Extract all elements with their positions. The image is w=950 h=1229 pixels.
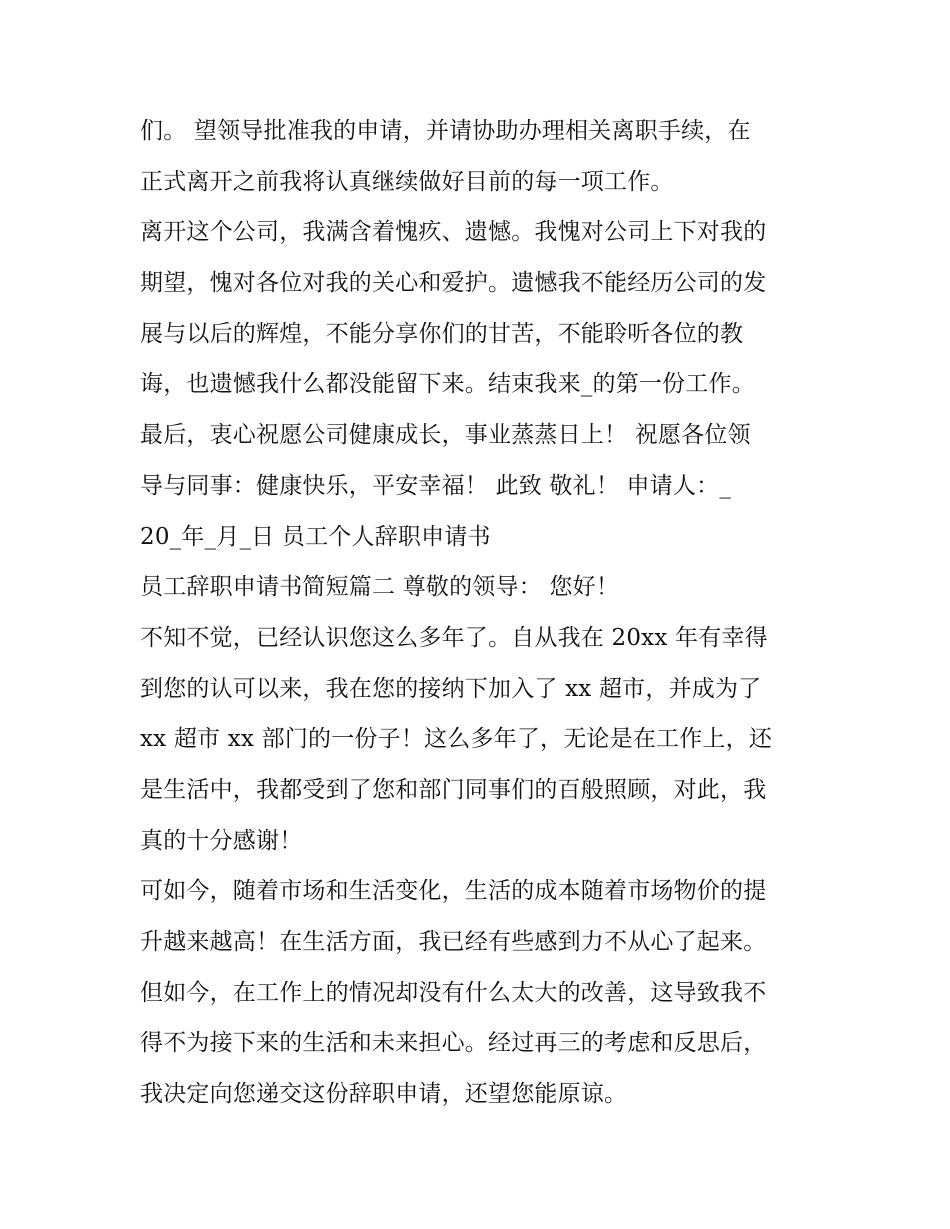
text-line: 得不为接下来的生活和未来担心。经过再三的考虑和反思后，: [140, 1030, 767, 1057]
text-line: 导与同事：健康快乐，平安幸福！ 此致 敬礼！ 申请人：_: [140, 472, 732, 499]
text-line: 们。 望领导批准我的申请，并请协助办理相关离职手续，在: [140, 118, 751, 144]
text-line: 我决定向您递交这份辞职申请，还望您能原谅。: [140, 1081, 628, 1108]
text-line: 到您的认可以来，我在您的接纳下加入了 xx 超市，并成为了: [140, 675, 762, 702]
text-line: 但如今，在工作上的情况却没有什么太大的改善，这导致我不: [140, 979, 767, 1006]
document-body: [140, 106, 830, 1120]
section-heading-line: 员工辞职申请书简短篇二 尊敬的领导： 您好！: [140, 574, 620, 601]
text-line: 是生活中，我都受到了您和部门同事们的百般照顾，对此，我: [140, 776, 767, 803]
text-line: 20_年_月_日 员工个人辞职申请书: [140, 523, 491, 550]
text-line: 不知不觉，已经认识您这么多年了。自从我在 20xx 年有幸得: [140, 624, 768, 651]
text-line: 诲，也遗憾我什么都没能留下来。结束我来_的第一份工作。: [140, 371, 755, 398]
text-line: xx 超市 xx 部门的一份子！这么多年了，无论是在工作上，还: [140, 726, 773, 753]
text-line: 离开这个公司，我满含着愧疚、遗憾。我愧对公司上下对我的: [140, 219, 767, 246]
text-line: 升越来越高！在生活方面，我已经有些感到力不从心了起来。: [140, 929, 767, 955]
text-line: 可如今，随着市场和生活变化，生活的成本随着市场物价的提: [140, 878, 767, 905]
text-line: 真的十分感谢！: [140, 827, 303, 854]
text-line: 展与以后的辉煌，不能分享你们的甘苦，不能聆听各位的教: [140, 320, 744, 347]
text-line: 期望，愧对各位对我的关心和爱护。遗憾我不能经历公司的发: [140, 270, 767, 297]
text-line: 正式离开之前我将认真继续做好目前的每一项工作。: [140, 168, 674, 195]
text-line: 最后，衷心祝愿公司健康成长，事业蒸蒸日上！ 祝愿各位领: [140, 422, 751, 449]
